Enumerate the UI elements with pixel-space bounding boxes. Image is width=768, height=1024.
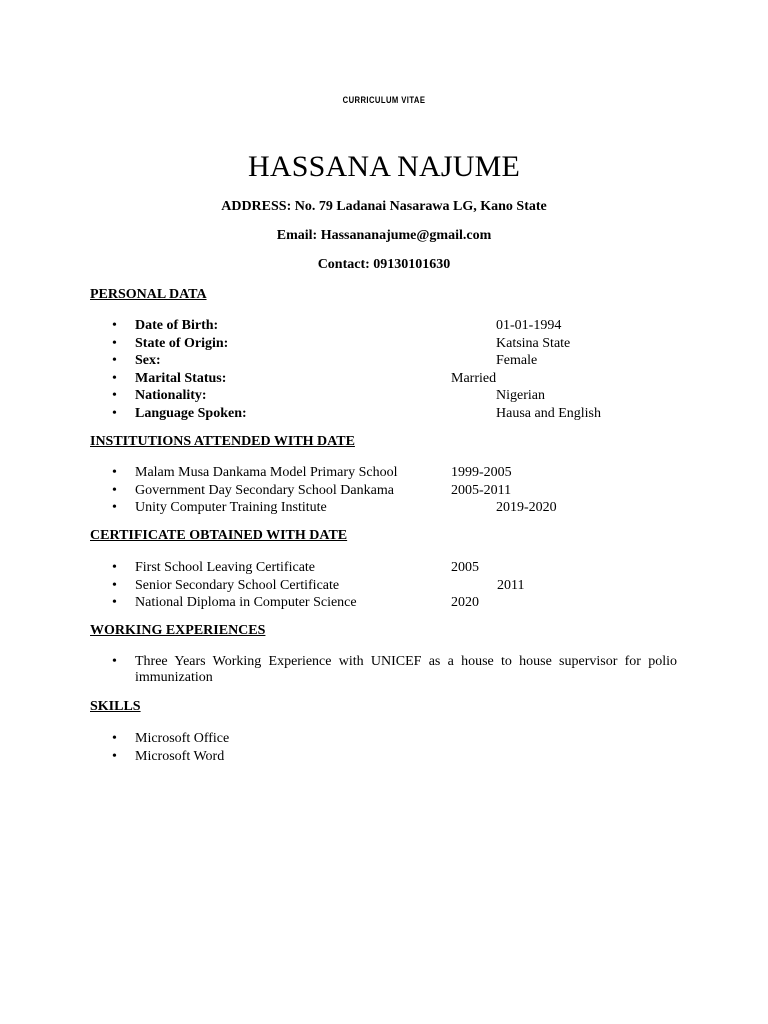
email-line: Email: Hassananajume@gmail.com: [276, 228, 492, 243]
item-label: • Nationality:: [135, 388, 207, 403]
item-value: 2020: [451, 595, 479, 610]
item-label: • National Diploma in Computer Science: [135, 595, 357, 610]
skills-list: [90, 730, 680, 765]
section-title-experience: WORKING EXPERIENCES: [90, 623, 266, 638]
list-item: [90, 654, 677, 686]
list-item: [90, 482, 680, 500]
address-line: ADDRESS: No. 79 Ladanai Nasarawa LG, Kano State: [221, 199, 547, 214]
item-value: Married: [451, 370, 497, 386]
item-label: • Unity Computer Training Institute: [135, 500, 327, 515]
list-item: [90, 387, 680, 405]
item-label: • Malam Musa Dankama Model Primary School: [135, 465, 398, 480]
list-item: [90, 499, 680, 517]
item-label: • Senior Secondary School Certificate: [135, 577, 340, 593]
item-value: 2005-2011: [451, 482, 512, 498]
section-title-personal: PERSONAL DATA: [90, 287, 207, 302]
section-title-certificates: CERTIFICATE OBTAINED WITH DATE: [90, 528, 348, 543]
list-item: [90, 594, 680, 612]
certificates-list: [90, 559, 680, 612]
personal-data-list: [90, 317, 680, 422]
contact-line: Contact: 09130101630: [317, 257, 451, 272]
section-title-institutions: INSTITUTIONS ATTENDED WITH DATE: [90, 434, 355, 449]
item-label: • Date of Birth:: [135, 318, 219, 333]
item-value: Female: [496, 353, 538, 368]
item-label: • Government Day Secondary School Dankama: [135, 482, 394, 498]
item-label: • First School Leaving Certificate: [135, 560, 316, 575]
item-label: • Language Spoken:: [135, 405, 247, 421]
experience-text: Three Years Working Experience with UNICEF as a house to house supervisor for polio immunization: [135, 654, 677, 685]
list-item: [90, 317, 680, 335]
candidate-name: HASSANA NAJUME: [247, 150, 520, 183]
document-kicker: CURRICULUM VITAE: [342, 95, 426, 105]
item-value: 2005: [451, 560, 479, 575]
list-item: [90, 730, 680, 748]
item-value: 2011: [497, 577, 525, 593]
item-value: Nigerian: [496, 388, 545, 403]
item-value: 1999-2005: [451, 465, 512, 480]
item-value: 2019-2020: [496, 500, 557, 515]
item-label: • Microsoft Word: [135, 748, 225, 764]
bullet-icon: •: [112, 654, 117, 669]
item-label: • State of Origin:: [135, 335, 229, 351]
item-label: • Microsoft Office: [135, 731, 230, 746]
list-item: [90, 748, 680, 766]
list-item: [90, 352, 680, 370]
item-value: Hausa and English: [496, 405, 601, 421]
item-value: Katsina State: [496, 335, 571, 351]
item-label: • Sex:: [135, 353, 161, 368]
item-value: 01-01-1994: [496, 318, 562, 333]
list-item: [90, 464, 680, 482]
list-item: [90, 335, 680, 353]
list-item: [90, 405, 680, 423]
list-item: [90, 370, 680, 388]
list-item: [90, 577, 680, 595]
item-label: • Marital Status:: [135, 370, 227, 386]
list-item: [90, 559, 680, 577]
institutions-list: [90, 464, 680, 517]
section-title-skills: SKILLS: [90, 699, 141, 714]
